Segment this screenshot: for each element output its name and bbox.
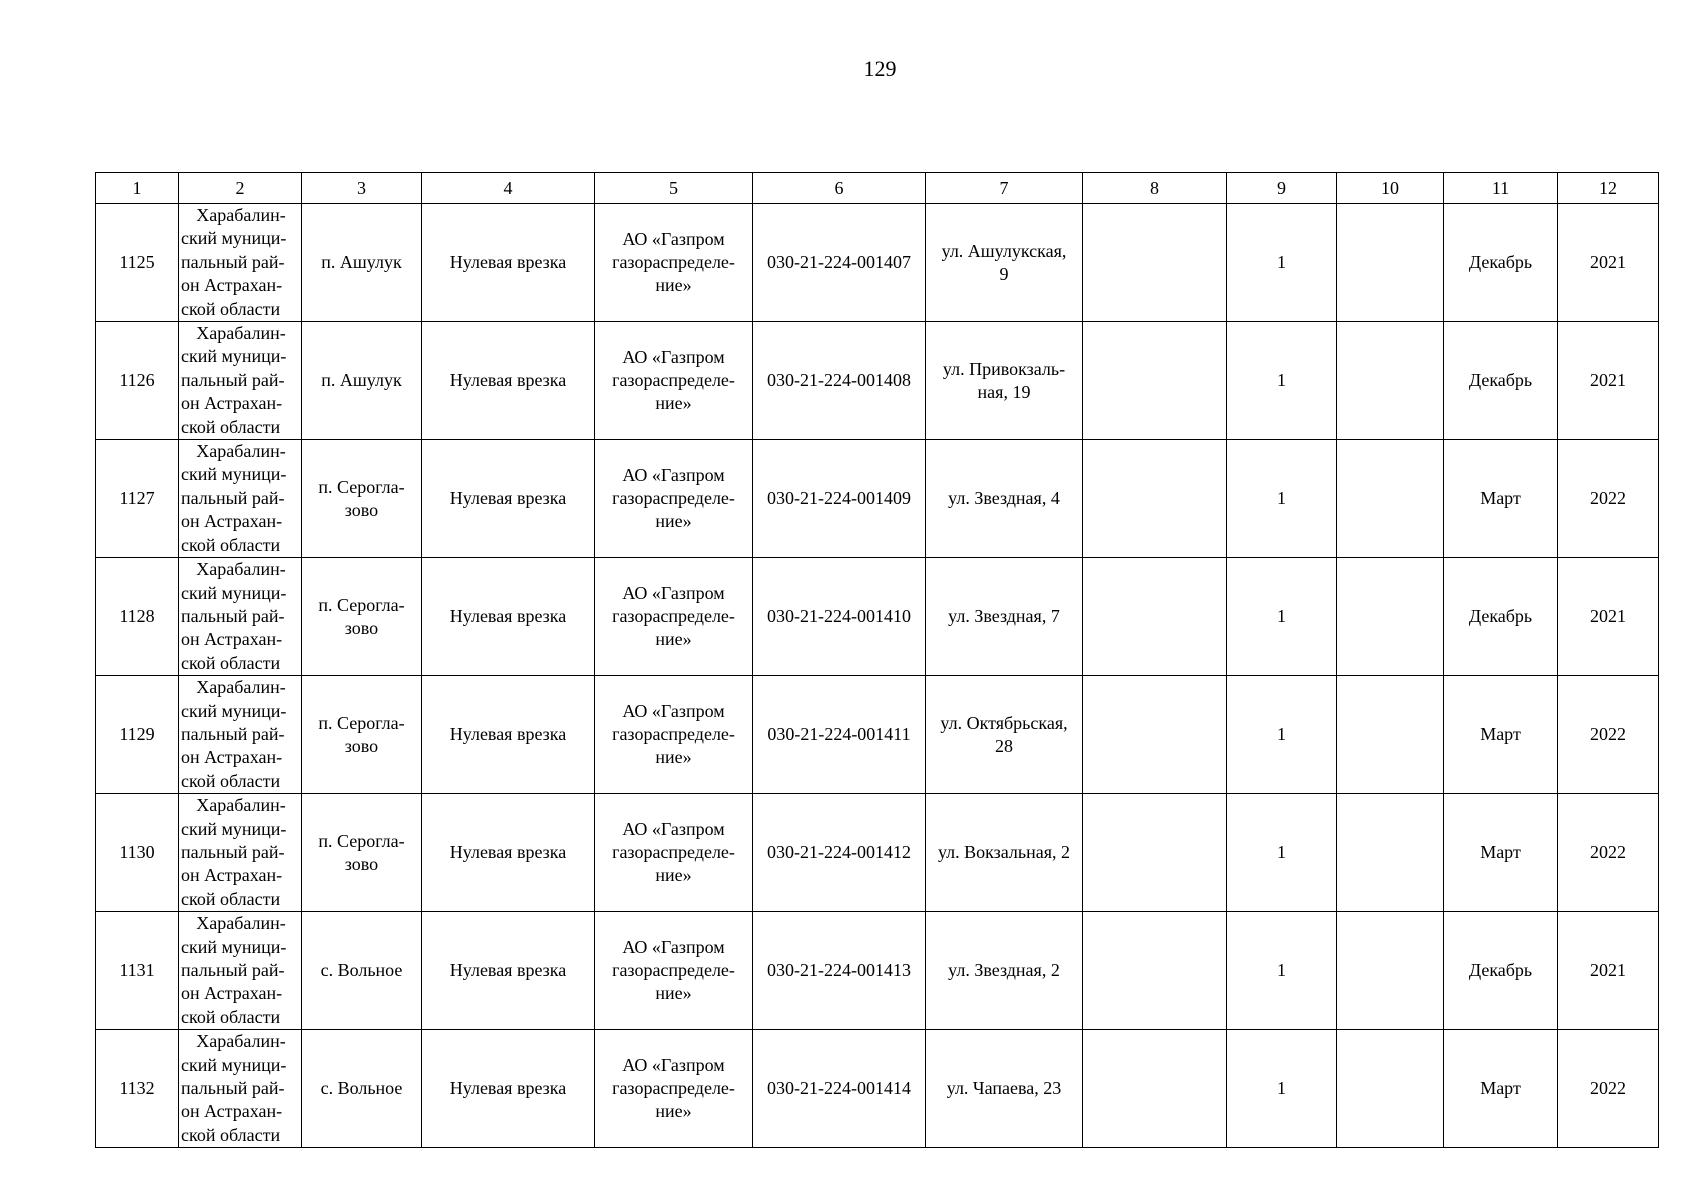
district-line: он Астрахан- (181, 865, 283, 886)
quantity-cell: 1 (1227, 912, 1337, 1030)
year-cell: 2021 (1558, 322, 1659, 440)
settlement-text: п. Ашулук (321, 252, 402, 273)
column-number: 5 (595, 173, 753, 204)
settlement-text: с. Вольное (320, 1078, 403, 1099)
settlement-text: п. Ашулук (321, 370, 402, 391)
object-code-cell: 030-21-224-001411 (753, 676, 926, 794)
district-cell (179, 204, 302, 322)
district-line: он Астрахан- (181, 1101, 283, 1122)
column-8-cell (1083, 676, 1227, 794)
district-text (179, 204, 301, 321)
column-10-cell (1337, 558, 1444, 676)
object-code-cell: 030-21-224-001409 (753, 440, 926, 558)
district-line: ский муници- (181, 582, 287, 603)
year-cell: 2021 (1558, 558, 1659, 676)
quantity-cell: 1 (1227, 204, 1337, 322)
organization-text: АО «Газпром газораспределе- ние» (612, 465, 735, 532)
settlement-cell (302, 440, 422, 558)
month-cell: Декабрь (1444, 558, 1558, 676)
address-text: ул. Октябрьская, 28 (940, 712, 1068, 756)
connection-type-cell: Нулевая врезка (422, 912, 595, 1030)
district-line: он Астрахан- (181, 983, 283, 1004)
district-line: ский муници- (181, 936, 287, 957)
district-text (179, 322, 301, 439)
month-cell: Март (1444, 1030, 1558, 1148)
table-row (96, 1030, 1659, 1148)
organization-text: АО «Газпром газораспределе- ние» (612, 819, 735, 886)
district-text (179, 676, 301, 793)
organization-cell (595, 204, 753, 322)
year-cell: 2021 (1558, 204, 1659, 322)
district-text (179, 558, 301, 675)
district-line: пальный рай- (181, 487, 285, 508)
settlement-text: с. Вольное (320, 960, 403, 981)
column-number: 7 (926, 173, 1083, 204)
object-code-cell: 030-21-224-001414 (753, 1030, 926, 1148)
settlement-cell (302, 204, 422, 322)
quantity-cell: 1 (1227, 558, 1337, 676)
column-number: 2 (179, 173, 302, 204)
month-cell: Март (1444, 676, 1558, 794)
address-cell (926, 322, 1083, 440)
row-number-cell: 1131 (96, 912, 179, 1030)
quantity-cell: 1 (1227, 794, 1337, 912)
district-line: ский муници- (181, 1054, 287, 1075)
column-number: 10 (1337, 173, 1444, 204)
table-row (96, 794, 1659, 912)
district-line: пальный рай- (181, 841, 285, 862)
district-line: Харабалин- (196, 913, 286, 934)
row-number-cell: 1130 (96, 794, 179, 912)
table-row (96, 558, 1659, 676)
district-cell (179, 794, 302, 912)
district-line: Харабалин- (196, 559, 286, 580)
column-10-cell (1337, 322, 1444, 440)
column-8-cell (1083, 440, 1227, 558)
district-cell (179, 912, 302, 1030)
district-line: он Астрахан- (181, 275, 283, 296)
settlement-text: п. Серогла- зово (318, 830, 405, 874)
month-cell: Декабрь (1444, 912, 1558, 1030)
address-cell (926, 558, 1083, 676)
address-cell (926, 1030, 1083, 1148)
column-10-cell (1337, 912, 1444, 1030)
column-number: 11 (1444, 173, 1558, 204)
district-line: Харабалин- (196, 323, 286, 344)
quantity-cell: 1 (1227, 440, 1337, 558)
district-line: ской области (181, 298, 281, 319)
address-text: ул. Звездная, 4 (948, 488, 1060, 509)
address-text: ул. Звездная, 2 (948, 960, 1060, 981)
settlement-text: п. Серогла- зово (318, 594, 405, 638)
district-line: он Астрахан- (181, 511, 283, 532)
year-cell: 2022 (1558, 794, 1659, 912)
address-cell (926, 440, 1083, 558)
organization-cell (595, 322, 753, 440)
district-line: пальный рай- (181, 960, 285, 980)
district-line: он Астрахан- (181, 747, 283, 768)
organization-cell (595, 558, 753, 676)
organization-text: АО «Газпром газораспределе- ние» (612, 701, 735, 768)
object-code-cell: 030-21-224-001410 (753, 558, 926, 676)
column-number: 8 (1083, 173, 1227, 204)
district-line: ской области (181, 888, 281, 909)
district-line: ской области (181, 416, 281, 437)
address-text: ул. Чапаева, 23 (946, 1078, 1062, 1099)
object-code-cell: 030-21-224-001413 (753, 912, 926, 1030)
column-8-cell (1083, 322, 1227, 440)
district-line: Харабалин- (196, 677, 286, 698)
connection-type-cell: Нулевая врезка (422, 440, 595, 558)
table-body (96, 173, 1659, 1148)
settlement-cell (302, 912, 422, 1030)
table-row (96, 912, 1659, 1030)
district-text (179, 1030, 301, 1147)
address-text: ул. Ашулукская, 9 (941, 240, 1067, 284)
quantity-cell: 1 (1227, 676, 1337, 794)
organization-cell (595, 676, 753, 794)
district-line: ской области (181, 1124, 281, 1145)
column-8-cell (1083, 1030, 1227, 1148)
organization-text: АО «Газпром газораспределе- ние» (612, 229, 735, 296)
organization-cell (595, 794, 753, 912)
district-text (179, 440, 301, 557)
year-cell: 2022 (1558, 1030, 1659, 1148)
month-cell: Декабрь (1444, 322, 1558, 440)
district-line: пальный рай- (181, 723, 285, 744)
settlement-text: п. Серогла- зово (318, 712, 405, 756)
column-10-cell (1337, 676, 1444, 794)
district-line: пальный рай- (181, 1078, 285, 1099)
object-code-cell: 030-21-224-001408 (753, 322, 926, 440)
district-line: пальный рай- (181, 369, 285, 390)
column-number: 3 (302, 173, 422, 204)
column-8-cell (1083, 558, 1227, 676)
organization-cell (595, 912, 753, 1030)
page-number: 129 (863, 56, 897, 81)
address-text: ул. Привокзаль- ная, 19 (942, 358, 1066, 402)
district-line: Харабалин- (196, 205, 286, 225)
column-10-cell (1337, 204, 1444, 322)
row-number-cell: 1132 (96, 1030, 179, 1148)
column-8-cell (1083, 204, 1227, 322)
connection-type-cell: Нулевая врезка (422, 204, 595, 322)
settlement-cell (302, 794, 422, 912)
address-cell (926, 676, 1083, 794)
column-10-cell (1337, 794, 1444, 912)
district-line: Харабалин- (196, 795, 286, 816)
district-line: пальный рай- (181, 251, 285, 272)
district-text (179, 912, 301, 1029)
district-cell (179, 1030, 302, 1148)
column-number: 12 (1558, 173, 1659, 204)
column-number: 1 (96, 173, 179, 204)
organization-cell (595, 1030, 753, 1148)
column-8-cell (1083, 794, 1227, 912)
district-line: ской области (181, 1006, 281, 1027)
year-cell: 2022 (1558, 676, 1659, 794)
object-code-cell: 030-21-224-001412 (753, 794, 926, 912)
settlement-cell (302, 558, 422, 676)
district-cell (179, 322, 302, 440)
table-row (96, 204, 1659, 322)
district-line: ской области (181, 534, 281, 555)
settlement-text: п. Серогла- зово (318, 476, 405, 520)
address-cell (926, 794, 1083, 912)
connection-type-cell: Нулевая врезка (422, 322, 595, 440)
quantity-cell: 1 (1227, 322, 1337, 440)
column-10-cell (1337, 1030, 1444, 1148)
year-cell: 2022 (1558, 440, 1659, 558)
column-number: 4 (422, 173, 595, 204)
row-number-cell: 1129 (96, 676, 179, 794)
organization-cell (595, 440, 753, 558)
district-line: ской области (181, 770, 281, 791)
connection-type-cell: Нулевая врезка (422, 794, 595, 912)
table-row (96, 676, 1659, 794)
column-number: 6 (753, 173, 926, 204)
row-number-cell: 1125 (96, 204, 179, 322)
column-number: 9 (1227, 173, 1337, 204)
column-number-row (96, 173, 1659, 204)
column-10-cell (1337, 440, 1444, 558)
organization-text: АО «Газпром газораспределе- ние» (612, 1055, 735, 1122)
organization-text: АО «Газпром газораспределе- ние» (612, 937, 735, 1004)
month-cell: Март (1444, 794, 1558, 912)
row-number-cell: 1126 (96, 322, 179, 440)
month-cell: Март (1444, 440, 1558, 558)
row-number-cell: 1128 (96, 558, 179, 676)
table-row (96, 440, 1659, 558)
district-line: ский муници- (181, 818, 287, 839)
district-line: ский муници- (181, 700, 287, 721)
district-cell (179, 440, 302, 558)
district-line: Харабалин- (196, 441, 286, 462)
district-cell (179, 558, 302, 676)
settlement-cell (302, 1030, 422, 1148)
address-text: ул. Вокзальная, 2 (937, 842, 1071, 863)
settlement-cell (302, 322, 422, 440)
connection-type-cell: Нулевая врезка (422, 1030, 595, 1148)
address-cell (926, 912, 1083, 1030)
district-line: Харабалин- (196, 1031, 286, 1052)
district-line: ский муници- (181, 346, 287, 367)
row-number-cell: 1127 (96, 440, 179, 558)
district-line: он Астрахан- (181, 629, 283, 650)
organization-text: АО «Газпром газораспределе- ние» (612, 347, 735, 414)
table-row (96, 322, 1659, 440)
object-code-cell: 030-21-224-001407 (753, 204, 926, 322)
address-text: ул. Звездная, 7 (948, 606, 1060, 627)
year-cell: 2021 (1558, 912, 1659, 1030)
quantity-cell: 1 (1227, 1030, 1337, 1148)
district-text (179, 794, 301, 911)
settlement-cell (302, 676, 422, 794)
organization-text: АО «Газпром газораспределе- ние» (612, 583, 735, 650)
month-cell: Декабрь (1444, 204, 1558, 322)
connection-type-cell: Нулевая врезка (422, 558, 595, 676)
district-line: пальный рай- (181, 605, 285, 626)
column-8-cell (1083, 912, 1227, 1030)
connection-type-cell: Нулевая врезка (422, 676, 595, 794)
district-line: ский муници- (181, 464, 287, 485)
district-line: ский муници- (181, 228, 287, 249)
district-line: ской области (181, 652, 281, 673)
district-cell (179, 676, 302, 794)
district-line: он Астрахан- (181, 393, 283, 414)
register-table (95, 172, 1659, 1148)
address-cell (926, 204, 1083, 322)
